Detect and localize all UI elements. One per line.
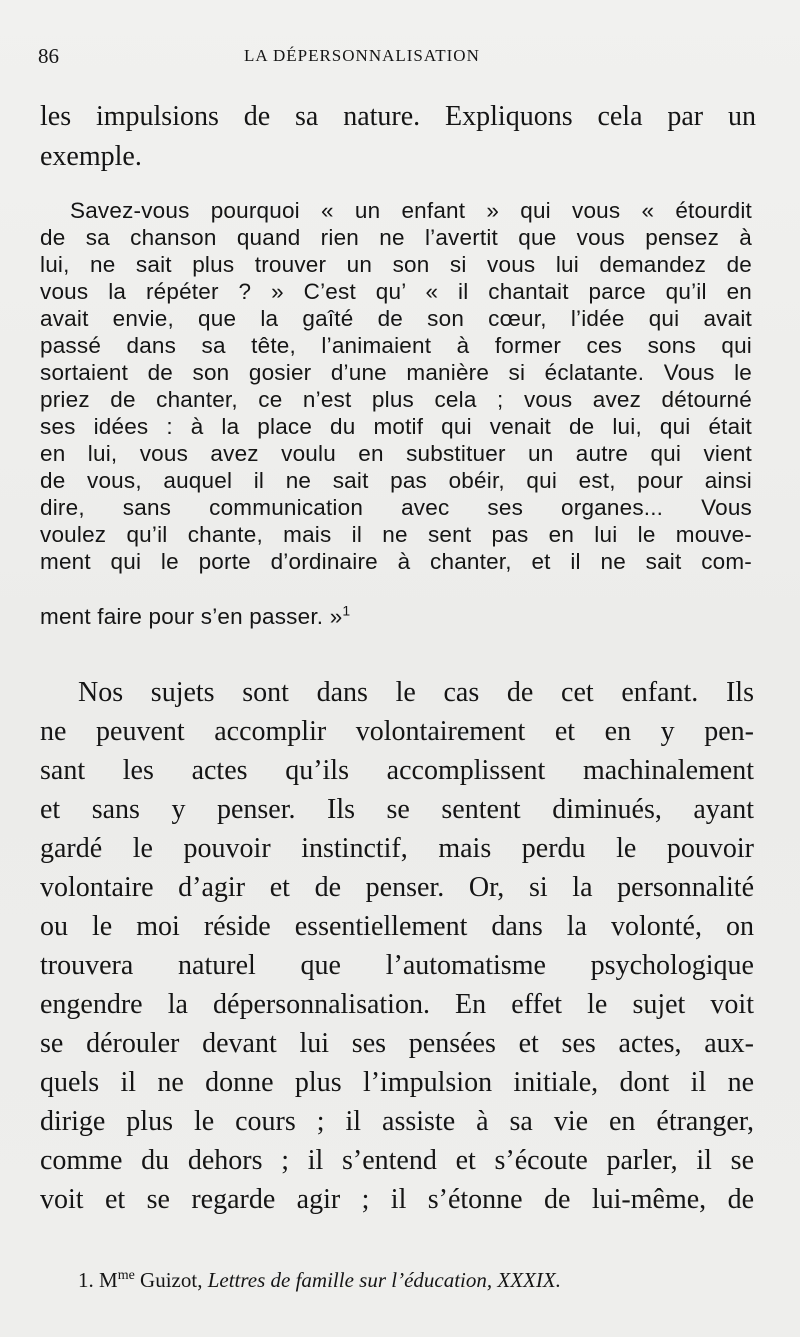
body-line-13: comme du dehors ; il s’entend et s’écoute parler, il se xyxy=(40,1145,754,1176)
quote-line-6: passé dans sa tête, l’animaient à former ces sons qui xyxy=(40,333,752,358)
quote-line-5: avait envie, que la gaîté de son cœur, l’idée qui avait xyxy=(40,306,752,331)
quote-line-11: de vous, auquel il ne sait pas obéir, qui est, pour ainsi xyxy=(40,468,752,493)
quote-line-7: sortaient de son gosier d’une manière si éclatante. Vous le xyxy=(40,360,752,385)
quote-line-10: en lui, vous avez voulu en substituer un autre qui vient xyxy=(40,441,752,466)
quote-line-4: vous la répéter ? » C’est qu’ « il chantait parce qu’il en xyxy=(40,279,752,304)
quote-line-9: ses idées : à la place du motif qui venait de lui, qui était xyxy=(40,414,752,439)
quote-line-3: lui, ne sait plus trouver un son si vous lui demandez de xyxy=(40,252,752,277)
page-number: 86 xyxy=(38,44,59,68)
quote-line-12: dire, sans communication avec ses organes... Vous xyxy=(40,495,752,520)
footnote-author-sup: me xyxy=(117,1268,135,1283)
body-line-2: ne peuvent accomplir volontairement et en y pen- xyxy=(40,716,754,747)
body-line-9: engendre la dépersonnalisation. En effet le sujet voit xyxy=(40,989,754,1020)
body-line-5: gardé le pouvoir instinctif, mais perdu le pouvoir xyxy=(40,833,754,864)
footnote-reference-number: XXXIX. xyxy=(497,1268,561,1292)
footnote-author-title xyxy=(99,1268,202,1292)
body-line-11: quels il ne donne plus l’impulsion initiale, dont il ne xyxy=(40,1067,754,1098)
quote-line-15-text: ment faire pour s’en passer. » xyxy=(40,604,343,629)
quote-line-14: ment qui le porte d’ordinaire à chanter, et il ne sait com- xyxy=(40,549,752,574)
body-line-1: Nos sujets sont dans le cas de cet enfant. Ils xyxy=(78,677,754,708)
quote-line-1: Savez-vous pourquoi « un enfant » qui vous « étourdit xyxy=(70,198,752,223)
body-line-12: dirige plus le cours ; il assiste à sa vie en étranger, xyxy=(40,1106,754,1137)
footnote-author-abbrev: M xyxy=(99,1268,118,1292)
top-paragraph-line-1: les impulsions de sa nature. Expliquons cela par un xyxy=(40,101,756,132)
footnote-number: 1. xyxy=(78,1268,94,1292)
footnote xyxy=(78,1268,561,1293)
quote-line-13: voulez qu’il chante, mais il ne sent pas en lui le mouve- xyxy=(40,522,752,547)
footnote-title: Lettres de famille sur l’éducation, xyxy=(207,1268,493,1292)
footnote-reference: 1 xyxy=(342,602,351,619)
body-line-14: voit et se regarde agir ; il s’étonne de lui-même, de xyxy=(40,1184,754,1215)
quote-line-2: de sa chanson quand rien ne l’avertit que vous pensez à xyxy=(40,225,752,250)
footnote-author-name: Guizot, xyxy=(134,1268,203,1292)
running-title: LA DÉPERSONNALISATION xyxy=(244,46,480,65)
body-line-8: trouvera naturel que l’automatisme psychologique xyxy=(40,950,754,981)
body-line-10: se dérouler devant lui ses pensées et ses actes, aux- xyxy=(40,1028,754,1059)
body-line-6: volontaire d’agir et de penser. Or, si la personnalité xyxy=(40,872,754,903)
top-paragraph-line-2: exemple. xyxy=(40,141,142,172)
body-line-4: et sans y penser. Ils se sentent diminués, ayant xyxy=(40,794,754,825)
page-header xyxy=(38,44,758,72)
quote-line-15 xyxy=(40,603,350,630)
body-line-7: ou le moi réside essentiellement dans la volonté, on xyxy=(40,911,754,942)
body-line-3: sant les actes qu’ils accomplissent machinalement xyxy=(40,755,754,786)
quote-line-8: priez de chanter, ce n’est plus cela ; vous avez détourné xyxy=(40,387,752,412)
